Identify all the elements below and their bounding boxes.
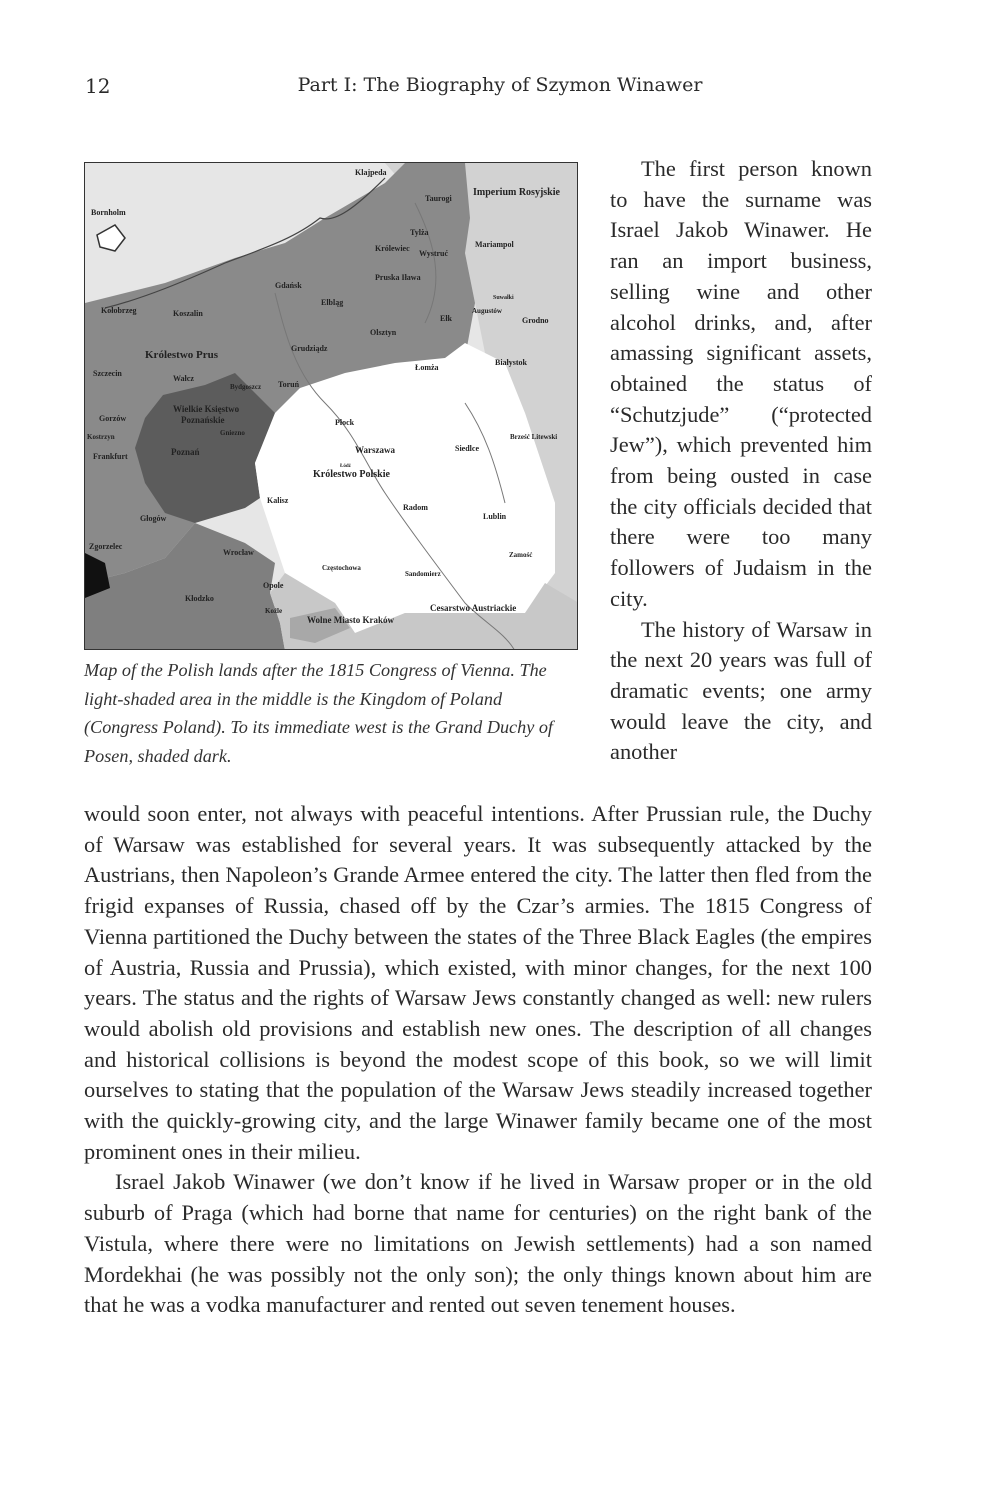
paragraph-3: Israel Jakob Winawer (we don’t know if he lived in Warsaw proper or in the old suburb of Praga (which had borne that name for centuries) on the right bank of the Vistula, where there were no limitations on Jewish settlements) had a son named Mordekhai (he was possibly not the only son); the only things known about him are that he was a vodka manufacturer and rented out seven tenement houses. xyxy=(84,1169,872,1318)
label-mariampol: Mariampol xyxy=(475,240,514,249)
label-warszawa: Warszawa xyxy=(355,445,395,455)
label-grudziadz: Grudziądz xyxy=(291,344,328,353)
label-cesarstwo: Cesarstwo Austriackie xyxy=(430,603,517,613)
label-krakow: Wolne Miasto Kraków xyxy=(307,615,394,625)
label-pruska-ilawa: Pruska Iława xyxy=(375,273,421,282)
label-gdansk: Gdańsk xyxy=(275,281,302,290)
label-kalisz: Kalisz xyxy=(267,496,289,505)
label-gniezno: Gniezno xyxy=(220,429,245,437)
label-lodz: Łódź xyxy=(340,464,351,469)
label-siedlce: Siedlce xyxy=(455,444,479,453)
label-radom: Radom xyxy=(403,503,428,512)
label-klodzko: Kłodzko xyxy=(185,594,214,603)
label-lomza: Łomża xyxy=(415,363,439,372)
label-glogow: Głogów xyxy=(140,514,167,523)
label-zamosc: Zamość xyxy=(509,551,533,559)
label-wks-2: Poznańskie xyxy=(181,415,225,425)
label-elk: Ełk xyxy=(440,314,453,323)
label-gorzow: Gorzów xyxy=(99,414,127,423)
paragraph-2-continued: would soon enter, not always with peaceful intentions. After Prussian rule, the Duchy of Warsaw was established for several years. It was subsequently attacked by the Austrians, then Napoleon’s Grande Armee entered the city. The latter then fled from the frigid expanses of Russia, chased off by the Czar’s armies. The 1815 Congress of Vienna partitioned the Duchy between the states of the Three Black Eagles (the empires of Austria, Russia and Prussia), which existed, with minor changes, for the next 100 years. The status and the rights of Warsaw Jews constantly changed as well: new rulers would abolish old provisions and establish new ones. The description of all changes and historical collisions is beyond the modest scope of this book, so we will limit ourselves to stating that the population of the Warsaw Jews steadily increased together with the quickly-growing city, and the large Winawer family became one of the most prominent ones in their milieu. xyxy=(84,801,872,1164)
label-bornholm: Bornholm xyxy=(91,208,126,217)
label-wks-1: Wielkie Księstwo xyxy=(173,404,240,414)
label-sandomierz: Sandomierz xyxy=(405,570,441,578)
label-krolewiec: Królewiec xyxy=(375,244,410,253)
label-grodno: Grodno xyxy=(522,316,549,325)
label-bialystok: Białystok xyxy=(495,358,528,367)
label-olsztyn: Olsztyn xyxy=(370,328,397,337)
label-kolobrzeg: Kołobrzeg xyxy=(101,306,137,315)
map-caption: Map of the Polish lands after the 1815 Congress of Vienna. The light-shaded area in the middle is the Kingdom of Poland (Congress Poland). To its immediate west is the Grand Duchy of Posen, shaded dark. xyxy=(84,660,553,766)
label-torun: Toruń xyxy=(278,380,300,389)
full-width-text xyxy=(84,799,872,1321)
label-frankfurt: Frankfurt xyxy=(93,452,128,461)
label-plock: Płock xyxy=(335,418,355,427)
map-graphic xyxy=(85,163,578,650)
label-brzesc: Brześć Litewski xyxy=(510,433,558,441)
label-suwalki: Suwałki xyxy=(493,295,514,301)
label-bydgoszcz: Bydgoszcz xyxy=(230,383,262,391)
label-tylza: Tylża xyxy=(410,228,429,237)
label-krolestwo-prus: Królestwo Prus xyxy=(145,349,219,361)
label-szczecin: Szczecin xyxy=(93,369,122,378)
label-czestochowa: Częstochowa xyxy=(322,564,361,572)
label-taurogi: Taurogi xyxy=(425,194,452,203)
label-lublin: Lublin xyxy=(483,512,507,521)
right-column-text xyxy=(610,154,872,768)
running-head: Part I: The Biography of Szymon Winawer xyxy=(297,74,703,96)
label-kostrzyn: Kostrzyn xyxy=(87,433,115,441)
label-wystruc: Wystruć xyxy=(419,249,449,258)
label-klajpeda: Klajpeda xyxy=(355,168,387,177)
label-poznan: Poznań xyxy=(171,447,200,457)
paragraph-2-start: The history of Warsaw in the next 20 years was full of dramatic events; one army would leave the city, and another xyxy=(610,616,872,765)
page-number: 12 xyxy=(85,74,111,98)
label-elblag: Elbląg xyxy=(321,298,344,307)
historical-map xyxy=(84,162,578,650)
label-imperium: Imperium Rosyjskie xyxy=(473,187,560,198)
paragraph-1: The first person known to have the surname was Israel Jakob Winawer. He ran an import business, selling wine and other alcohol drinks, and, after amassing significant assets, obtained the status of “Schutzjude” (“protected Jew”), which prevented him from being ousted in case the city officials decided that there were too many followers of Judaism in the city. xyxy=(610,156,872,611)
page-header xyxy=(0,74,1000,104)
label-koszalin: Koszalin xyxy=(173,309,203,318)
label-wroclaw: Wrocław xyxy=(223,548,254,557)
label-krolestwo-polskie: Królestwo Polskie xyxy=(313,469,390,480)
label-augustow: Augustów xyxy=(472,307,502,315)
label-opole: Opole xyxy=(263,581,284,590)
label-zgorzelec: Zgorzelec xyxy=(89,542,123,551)
label-walcz: Wałcz xyxy=(173,374,194,383)
label-kozle: Koźle xyxy=(265,607,283,615)
